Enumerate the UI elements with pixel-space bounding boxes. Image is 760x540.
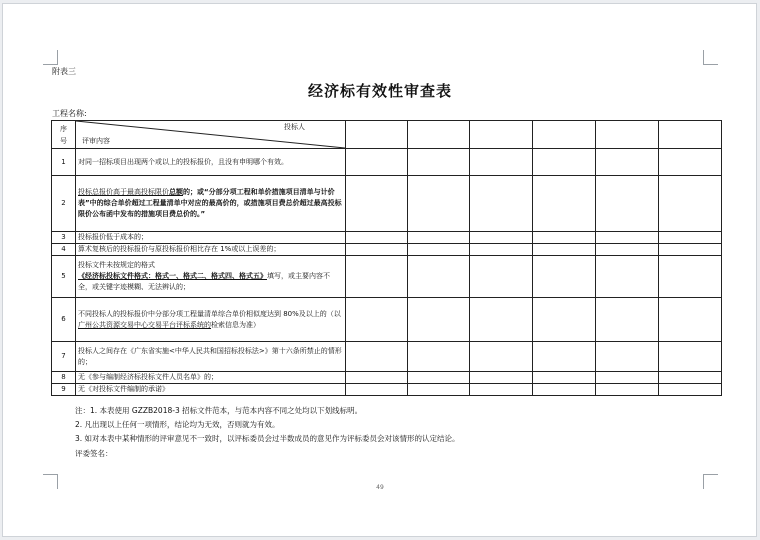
- header-content-label: 评审内容: [82, 137, 110, 145]
- criterion-text: 的；或“分部分项工程和单价措施项目清单与计价表”中的综合单价超过工程量清单中对应的最高价的，或措施项目费总价超过最高投标限价公布函中发布的措施项目费总价的。”: [78, 188, 342, 218]
- bidder-result-cell[interactable]: [659, 384, 722, 396]
- header-bidder-cell: [470, 121, 533, 149]
- bidder-result-cell[interactable]: [533, 298, 596, 342]
- table-row: [52, 232, 722, 244]
- header-bidder-cell: [408, 121, 470, 149]
- bidder-result-cell[interactable]: [596, 298, 659, 342]
- row-number: 4: [52, 244, 76, 256]
- criterion-text: 投标总报价高于最高投标限价: [78, 188, 169, 196]
- bidder-result-cell[interactable]: [533, 384, 596, 396]
- bidder-result-cell[interactable]: [346, 244, 408, 256]
- header-no-top: 序: [60, 124, 67, 133]
- bidder-result-cell[interactable]: [470, 342, 533, 372]
- bidder-result-cell[interactable]: [408, 298, 470, 342]
- bidder-result-cell[interactable]: [659, 298, 722, 342]
- bidder-result-cell[interactable]: [408, 232, 470, 244]
- bidder-result-cell[interactable]: [533, 244, 596, 256]
- table-row: [52, 256, 722, 298]
- table-row: [52, 244, 722, 256]
- crop-mark-top-left: [43, 50, 58, 65]
- bidder-result-cell[interactable]: [596, 256, 659, 298]
- bidder-result-cell[interactable]: [408, 372, 470, 384]
- criterion-text: 投标人之间存在《广东省实施<中华人民共和国招标投标法>》第十六条所禁止的情形的；: [78, 346, 342, 366]
- bidder-result-cell[interactable]: [470, 149, 533, 176]
- bidder-result-cell[interactable]: [596, 372, 659, 384]
- signature-label: 评委签名：: [75, 449, 113, 458]
- criterion-text: 《经济标投标文件格式：格式一、格式二、格式四、格式五》: [78, 272, 267, 280]
- bidder-result-cell[interactable]: [659, 342, 722, 372]
- bidder-result-cell[interactable]: [470, 244, 533, 256]
- criterion-text: 填写，或主要内容不全，或关键字迹模糊、无法辨认的；: [78, 272, 330, 291]
- table-row: [52, 176, 722, 232]
- bidder-result-cell[interactable]: [533, 342, 596, 372]
- bidder-result-cell[interactable]: [346, 384, 408, 396]
- bidder-result-cell[interactable]: [346, 149, 408, 176]
- bidder-result-cell[interactable]: [346, 232, 408, 244]
- review-criterion: [76, 384, 346, 396]
- bidder-result-cell[interactable]: [596, 342, 659, 372]
- criterion-text: 不同投标人的投标报价中分部分项工程量清单综合单价相似度达到 80%及以上的（以: [78, 309, 341, 318]
- bidder-result-cell[interactable]: [659, 244, 722, 256]
- bidder-result-cell[interactable]: [596, 244, 659, 256]
- bidder-result-cell[interactable]: [533, 256, 596, 298]
- header-no-bottom: 号: [60, 136, 67, 145]
- bidder-result-cell[interactable]: [659, 232, 722, 244]
- bidder-result-cell[interactable]: [470, 298, 533, 342]
- note-2: 2. 凡出现以上任何一项情形，结论均为无效，否则就为有效。: [75, 420, 280, 429]
- criterion-text: 投标报价低于成本的；: [78, 233, 148, 241]
- criterion-text: 检索信息为准）: [211, 320, 260, 329]
- row-number: 5: [52, 256, 76, 298]
- bidder-result-cell[interactable]: [533, 372, 596, 384]
- row-number: 9: [52, 384, 76, 396]
- page-number: 49: [376, 484, 384, 491]
- bidder-result-cell[interactable]: [408, 256, 470, 298]
- criterion-text: 对同一招标项目出现两个或以上的投标报价，且没有申明哪个有效。: [78, 157, 288, 166]
- bidder-result-cell[interactable]: [596, 232, 659, 244]
- bidder-result-cell[interactable]: [408, 176, 470, 232]
- table-row: [52, 342, 722, 372]
- row-number: 3: [52, 232, 76, 244]
- bidder-result-cell[interactable]: [596, 149, 659, 176]
- bidder-result-cell[interactable]: [533, 149, 596, 176]
- bidder-result-cell[interactable]: [659, 372, 722, 384]
- bidder-result-cell[interactable]: [659, 256, 722, 298]
- review-criterion: [76, 256, 346, 298]
- header-bidder-label: 投标人: [284, 123, 305, 131]
- review-criterion: [76, 372, 346, 384]
- table-header-row: [52, 121, 722, 149]
- bidder-result-cell[interactable]: [408, 384, 470, 396]
- review-criterion: [76, 244, 346, 256]
- note-1: 注：1. 本表使用 GZZB2018-3 招标文件范本，与范本内容不同之处均以下划线标明。: [75, 406, 363, 415]
- table-row: [52, 149, 722, 176]
- review-criterion: [76, 176, 346, 232]
- header-diagonal-cell: [76, 121, 346, 149]
- bidder-result-cell[interactable]: [470, 384, 533, 396]
- review-criterion: [76, 298, 346, 342]
- bidder-result-cell[interactable]: [533, 176, 596, 232]
- bidder-result-cell[interactable]: [533, 232, 596, 244]
- header-bidder-cell: [533, 121, 596, 149]
- bidder-result-cell[interactable]: [659, 176, 722, 232]
- bidder-result-cell[interactable]: [346, 372, 408, 384]
- header-bidder-cell: [346, 121, 408, 149]
- row-number: 7: [52, 342, 76, 372]
- appendix-label: 附表三: [52, 67, 76, 76]
- review-criterion: [76, 232, 346, 244]
- project-name-label: 工程名称:: [52, 109, 87, 118]
- note-3: 3. 如对本表中某种情形的评审意见不一致时，以评标委员会过半数成员的意见作为评标委员会对该情形的认定结论。: [75, 434, 460, 443]
- bidder-result-cell[interactable]: [470, 232, 533, 244]
- notes-block: [75, 404, 460, 446]
- bidder-result-cell[interactable]: [470, 372, 533, 384]
- bidder-result-cell[interactable]: [346, 256, 408, 298]
- criterion-text: 总额: [169, 188, 183, 196]
- page-title: 经济标有效性审查表: [307, 82, 452, 100]
- bidder-result-cell[interactable]: [596, 384, 659, 396]
- review-criterion: [76, 149, 346, 176]
- bidder-result-cell[interactable]: [659, 149, 722, 176]
- criterion-text: 广州公共资源交易中心交易平台评标系统的: [78, 320, 211, 329]
- criterion-text: 无《对投标文件编制的承诺》: [78, 385, 169, 393]
- header-bidder-cell: [596, 121, 659, 149]
- row-number: 8: [52, 372, 76, 384]
- crop-mark-top-right: [703, 50, 718, 65]
- table-row: [52, 298, 722, 342]
- bidder-result-cell[interactable]: [470, 256, 533, 298]
- row-number: 1: [52, 149, 76, 176]
- bidder-result-cell[interactable]: [470, 176, 533, 232]
- header-bidder-cell: [659, 121, 722, 149]
- review-table: [51, 120, 722, 396]
- criterion-text: 无《参与编制经济标投标文件人员名单》的；: [78, 373, 218, 381]
- table-row: [52, 384, 722, 396]
- criterion-text: 投标文件未按规定的格式: [78, 261, 155, 269]
- bidder-result-cell[interactable]: [346, 298, 408, 342]
- bidder-result-cell[interactable]: [346, 342, 408, 372]
- table-row: [52, 372, 722, 384]
- bidder-result-cell[interactable]: [408, 149, 470, 176]
- review-criterion: [76, 342, 346, 372]
- header-no-cell: [52, 121, 76, 149]
- bidder-result-cell[interactable]: [408, 244, 470, 256]
- criterion-text: 算术复核后的投标报价与原投标报价相比存在 1%或以上误差的；: [78, 245, 281, 253]
- bidder-result-cell[interactable]: [346, 176, 408, 232]
- bidder-result-cell[interactable]: [408, 342, 470, 372]
- row-number: 2: [52, 176, 76, 232]
- bidder-result-cell[interactable]: [596, 176, 659, 232]
- row-number: 6: [52, 298, 76, 342]
